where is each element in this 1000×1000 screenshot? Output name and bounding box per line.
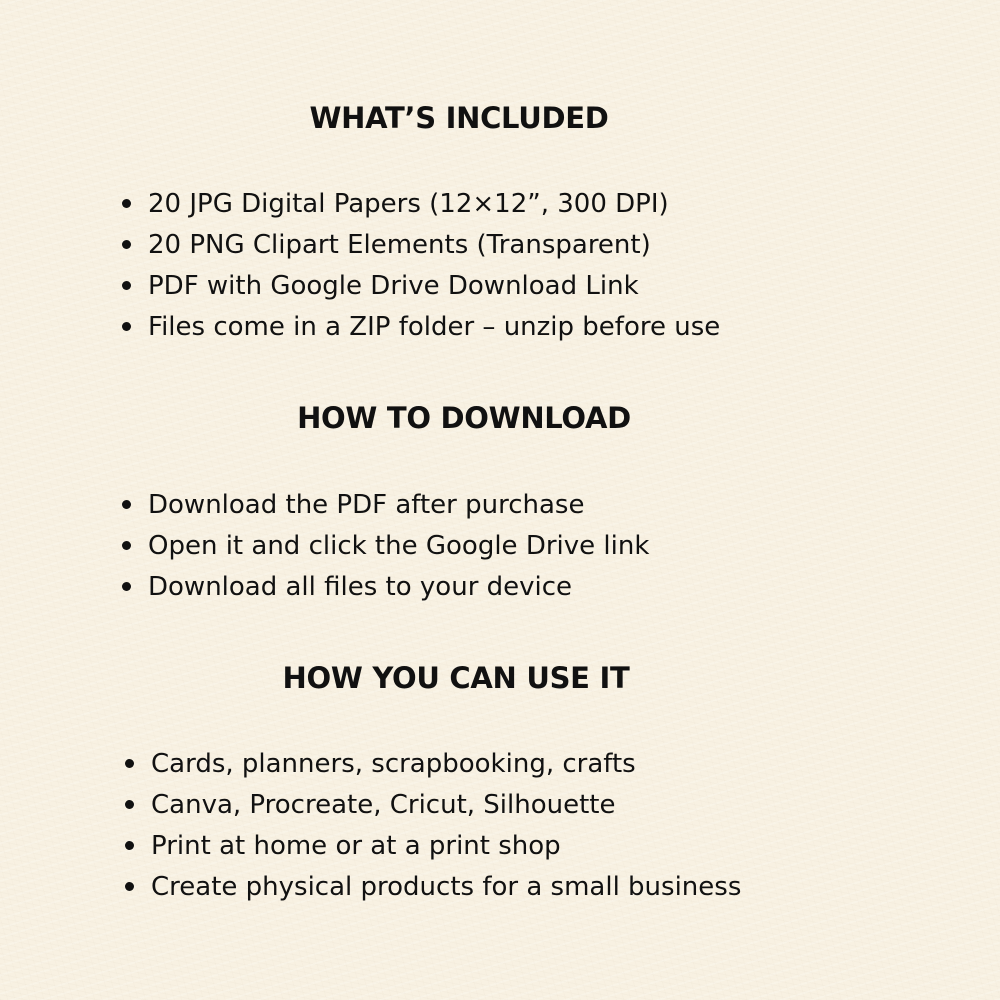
list-item [122,265,720,306]
bullet-icon [122,541,131,550]
list-item [122,306,720,347]
list-item [125,784,741,825]
list-item-text: Create physical products for a small business [151,871,742,902]
list-item [122,566,649,607]
list-item-text: Print at home or at a print shop [151,830,561,861]
bullet-icon [125,800,134,809]
list-item [122,525,649,566]
how-to-download-list [122,484,649,607]
bullet-icon [122,240,131,249]
list-item [122,183,720,224]
bullet-icon [125,759,134,768]
list-item [125,825,741,866]
list-item [125,866,741,907]
list-item-text: 20 PNG Clipart Elements (Transparent) [148,229,651,260]
bullet-icon [122,500,131,509]
how-you-can-use-it-list [125,743,741,907]
list-item-text: Cards, planners, scrapbooking, crafts [151,748,636,779]
list-item-text: Open it and click the Google Drive link [148,530,650,561]
list-item-text: Files come in a ZIP folder – unzip before use [148,311,721,342]
bullet-icon [122,582,131,591]
how-you-can-use-it-heading: HOW YOU CAN USE IT [282,661,630,695]
bullet-icon [122,322,131,331]
bullet-icon [122,199,131,208]
whats-included-heading: WHAT’S INCLUDED [309,101,609,135]
bullet-icon [125,841,134,850]
list-item [122,224,720,265]
list-item-text: Download the PDF after purchase [148,489,585,520]
bullet-icon [122,281,131,290]
list-item [122,484,649,525]
list-item-text: Canva, Procreate, Cricut, Silhouette [151,789,616,820]
list-item-text: PDF with Google Drive Download Link [148,270,639,301]
list-item-text: 20 JPG Digital Papers (12×12”, 300 DPI) [148,188,669,219]
bullet-icon [125,882,134,891]
list-item [125,743,741,784]
list-item-text: Download all files to your device [148,571,573,602]
how-to-download-heading: HOW TO DOWNLOAD [297,401,631,435]
whats-included-list [122,183,720,347]
